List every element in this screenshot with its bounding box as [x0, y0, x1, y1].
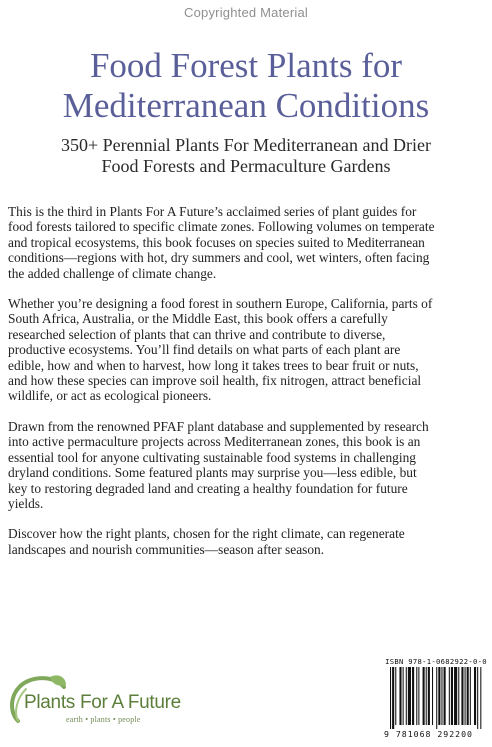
- title-line: Mediterranean Conditions: [62, 86, 430, 125]
- paragraph-line: key to restoring degraded land and creating a healthy foundation for future: [8, 480, 408, 496]
- paragraph-line: conditions—regions with hot, dry summers and cool, wet winters, often facing: [8, 250, 430, 266]
- paragraph-line: productive ecosystems. You’ll find details on what parts of each plant are: [8, 342, 401, 358]
- logo-tagline: earth • plants • people: [66, 715, 141, 724]
- paragraph: [8, 419, 488, 511]
- paragraph-line: dryland conditions. Some featured plants may surprise you—less edible, but: [8, 465, 417, 481]
- subtitle-line: 350+ Perennial Plants For Mediterranean and Drier: [60, 135, 432, 155]
- paragraph-line: South Africa, Australia, or the Middle East, this book offers a carefully: [8, 311, 388, 327]
- paragraph-line: This is the third in Plants For A Future’s acclaimed series of plant guides for: [8, 204, 417, 219]
- title-line: Food Forest Plants for: [89, 46, 403, 85]
- paragraph: [8, 526, 488, 557]
- isbn-barcode: [384, 657, 488, 741]
- subtitle-line: Food Forests and Permaculture Gardens: [101, 156, 391, 176]
- paragraph-line: yields.: [8, 495, 44, 511]
- paragraph-line: researched selection of plants that can thrive and contribute to diverse,: [8, 326, 386, 342]
- barcode-number: 9 781068 292200: [384, 729, 473, 739]
- paragraph: [8, 204, 488, 281]
- book-title: [0, 46, 492, 126]
- paragraph-line: Discover how the right plants, chosen for the right climate, can regenerate: [8, 526, 405, 542]
- paragraph: [8, 296, 488, 404]
- paragraph-line: landscapes and nourish communities—season after season.: [8, 541, 325, 557]
- paragraph-line: Whether you’re designing a food forest in southern Europe, California, parts of: [8, 296, 433, 312]
- paragraph-line: Drawn from the renowned PFAF plant database and supplemented by research: [8, 418, 429, 434]
- paragraph-line: food forests tailored to specific climate zones. Following volumes on temperate: [8, 219, 435, 235]
- logo-name: Plants For A Future: [24, 692, 181, 713]
- book-subtitle: [0, 135, 492, 177]
- paragraph-line: and how these species can improve soil health, fix nitrogen, attract beneficial: [8, 373, 422, 389]
- isbn-label: ISBN 978-1-0682922-0-0: [385, 657, 487, 666]
- paragraph-line: the added challenge of climate change.: [8, 265, 217, 281]
- publisher-logo: [6, 673, 196, 735]
- blurb-text: [8, 204, 488, 572]
- copyright-watermark: Copyrighted Material: [184, 5, 308, 20]
- barcode-icon: [384, 667, 488, 729]
- paragraph-line: wildlife, or act as ecological pioneers.: [8, 388, 212, 404]
- paragraph-line: essential tool for anyone cultivating sustainable food systems in challenging: [8, 449, 416, 465]
- paragraph-line: and tropical ecosystems, this book focuses on species suited to Mediterranean: [8, 234, 425, 250]
- paragraph-line: edible, how and when to harvest, how long it takes trees to bear fruit or nuts,: [8, 357, 419, 373]
- paragraph-line: into active permaculture projects across Mediterranean zones, this book is an: [8, 434, 421, 450]
